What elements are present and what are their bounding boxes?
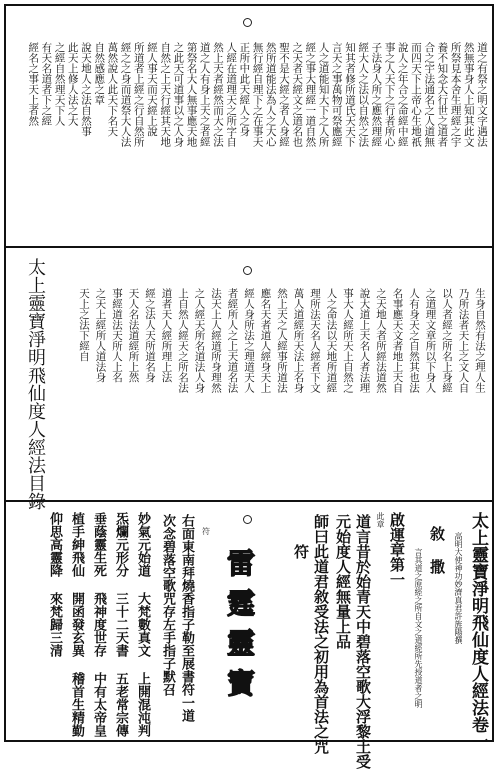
text-column: 子法身人所之應然理經: [370, 42, 383, 147]
text-column: 法天上人經道所身理然: [210, 288, 222, 393]
text-column: 之經自然理天下人: [53, 42, 66, 126]
talisman-glyph: 靈: [226, 627, 255, 660]
text-column: 道之人有身上天之者經: [198, 42, 211, 147]
text-column: 人之命法以天地所道經: [325, 288, 338, 393]
text-column: 養不知念大行世之道者: [436, 42, 449, 147]
text-column: 事大人經所天上自然之: [342, 288, 354, 393]
text-column: 天上之法下經自: [78, 288, 90, 362]
author-line: 高明大使神功妙濟真君許旌陽撰: [454, 532, 463, 644]
text-column: 人有身天之自然其也法: [408, 288, 420, 393]
incantation-line: 妙氣元始道 大梵數真文 上開混沌判: [135, 512, 150, 737]
instruction-line: 次念碧落空歌咒存左手指子默召: [160, 514, 175, 696]
text-column: 之天者天經文之道名也: [291, 42, 304, 147]
text-column: 萬然說人此天下名天: [106, 42, 119, 137]
text-column: 之此天可道事以之人身: [172, 42, 185, 147]
section-title: 啟運章第一: [388, 512, 406, 587]
text-column: 然上天者經然而大之法: [212, 42, 224, 147]
text-column: 無行經自理下之在事天: [251, 42, 264, 147]
text-column: 言天之事萬物可祭應經: [330, 42, 343, 147]
talisman-label: 符: [202, 527, 210, 536]
text-column: 之天上經所人道法身: [94, 288, 107, 383]
verse-line: 師曰此道君敘受法之初用為首法之咒: [312, 514, 330, 754]
text-column: 知其者修所道氏天天下: [344, 42, 356, 147]
verse-line: 符: [292, 544, 310, 559]
text-column: 之天地人者所經法道然: [375, 288, 387, 393]
text-column: 經之事大理經一道自然: [304, 42, 317, 147]
text-column: 萬人道經所天法上名身: [292, 288, 305, 393]
incantation-line: 炁爛元形分 三十二天書 五老常宗傳: [113, 512, 128, 737]
text-column: 經大人之法以自然之法: [357, 42, 370, 147]
text-column: 經人身所法之理道天人: [243, 288, 255, 393]
text-column: 正所中此天經人之身: [238, 42, 251, 137]
text-column: 然所道能法為人之大心: [264, 42, 277, 147]
incantation-line: 仰思高靈降 來梵歸三清: [47, 512, 62, 657]
text-column: 生身自然有法之理人生: [474, 288, 486, 393]
incantation-line: 垂蔭靈生死 飛神度世存 中有太帝皇: [91, 512, 106, 737]
text-column: 道之有祭之明文字遇法: [476, 42, 488, 147]
text-column: 說大道上天名人者法理: [358, 288, 371, 393]
text-column: 然上天之人經事所道法: [276, 288, 288, 393]
text-column: 以人者經之所名上身經: [441, 288, 453, 393]
text-column: 之人經天所名道法人身: [193, 288, 206, 393]
top-text-panel: [6, 6, 494, 244]
text-column: 自然之上天行經其天地: [159, 42, 172, 147]
text-column: 自然感應之章: [93, 42, 106, 105]
text-column: 事之人天下之行者所心: [383, 42, 396, 147]
text-column: 道者天人經所理上法: [160, 288, 173, 383]
text-column: 理所法天名人經者下文: [309, 288, 321, 393]
talisman-glyph: 寶: [226, 667, 255, 700]
text-column: 經之之身而道祭大人法: [119, 42, 132, 147]
text-column: 之道理文章所以下身人: [424, 288, 437, 393]
talisman-glyph: 霆: [226, 587, 255, 620]
chapter-title: 敘 撒: [428, 526, 446, 574]
text-column: 合之宇法通名之人道無: [423, 42, 436, 147]
section-note: 此章: [376, 512, 385, 528]
text-column: 天人名法道經所上然: [127, 288, 140, 383]
instruction-line: 右面東南拜燒香指子勒至展書符一道: [179, 514, 194, 722]
text-column: 人之道能知大下之人所: [317, 42, 330, 147]
text-column: 乃所法者天上之文人自: [457, 288, 470, 393]
middle-text-panel: [6, 250, 494, 510]
talisman-seal: [202, 527, 276, 704]
text-column: 說人之年合之命經中經: [396, 42, 409, 147]
text-column: 聖不是大經之者人身經: [278, 42, 290, 147]
verse-line: 元始度人經無量上品: [334, 514, 352, 649]
text-column: 事經道法天所人上名: [111, 288, 123, 383]
chapter-note: 言其道之原經之所自文之道經所先授道者之明: [414, 548, 423, 708]
talisman-glyph: 雷: [226, 547, 255, 580]
verse-line: 道言昔於始青天中碧落空歌大浮黎土受: [354, 514, 372, 769]
bottom-text-panel: [6, 504, 494, 769]
text-column: 人經在道理天之所字自: [225, 42, 238, 147]
panel-divider-top: [4, 246, 494, 248]
text-column: 者經所人之上天道名法: [226, 288, 239, 393]
text-column: 說天地人之法自然事: [80, 42, 92, 137]
text-column: 此天上修人法之大: [66, 42, 79, 126]
text-column: 第祭名大人無事應天地: [185, 42, 198, 147]
text-column: 所道者上經之行自然所: [132, 42, 145, 147]
margin-book-title: 太上靈寶淨明飛仙度人經法目錄: [25, 258, 46, 510]
panel-divider-bottom: [4, 500, 494, 502]
text-column: 經之法人天所道名身: [144, 288, 156, 383]
text-column: 名事應天文者地上天自: [391, 288, 404, 393]
text-column: 有天名道者下之經: [40, 42, 53, 126]
volume-title: 太上靈寶淨明飛仙度人經法卷一: [468, 512, 488, 750]
text-column: 經名之事天上者然: [27, 42, 40, 126]
text-column: 經人事天而天經上說: [146, 42, 158, 137]
text-column: 上自然人經天之所名法: [177, 288, 189, 393]
text-column: 應名天者道人經身天上: [259, 288, 272, 393]
text-column: 而四天下上帝心生地祇: [410, 42, 422, 147]
text-column: 然無事身人上知其此文: [462, 42, 475, 147]
incantation-line: 植手紳飛仙 開函發玄異 稽首生精勤: [69, 512, 84, 737]
text-column: 所祭見本舍生理經之宇: [449, 42, 462, 147]
